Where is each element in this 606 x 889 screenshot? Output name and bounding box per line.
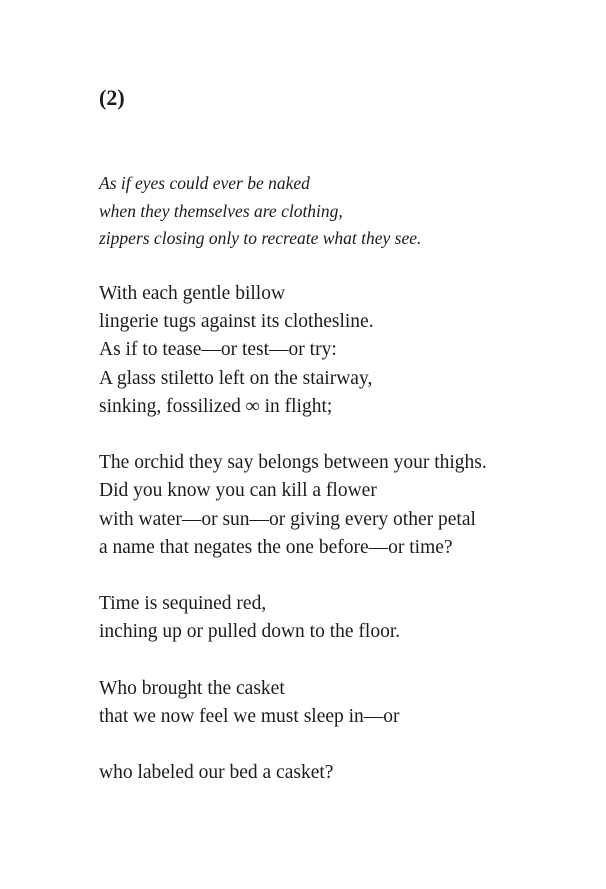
epigraph (99, 170, 421, 253)
stanza-2 (99, 449, 599, 562)
poem-line: As if to tease—or test—or try: (99, 339, 337, 361)
stanza-5 (99, 759, 599, 787)
poem-line-part: in flight; (259, 395, 333, 417)
epigraph-line: zippers closing only to recreate what they see. (99, 228, 422, 249)
poem-line-part: sinking, fossilized (99, 395, 246, 417)
poem-line: who labeled our bed a casket? (99, 762, 334, 784)
stanza-4 (99, 675, 599, 731)
poem-line: lingerie tugs against its clothesline. (99, 311, 374, 333)
poem-line: With each gentle billow (99, 283, 286, 304)
poem-body (99, 280, 599, 788)
poem-line: A glass stiletto left on the stairway, (99, 367, 373, 389)
poem-line: Did you know you can kill a flower (99, 480, 377, 502)
epigraph-line: when they themselves are clothing, (99, 200, 343, 221)
infinity-symbol: ∞ (245, 395, 260, 417)
stanza-3 (99, 590, 599, 646)
poem-line: inching up or pulled down to the floor. (99, 621, 401, 643)
poem-line: with water—or sun—or giving every other petal (99, 508, 476, 530)
stanza-1 (99, 280, 599, 421)
poem-line: Who brought the casket (99, 677, 285, 699)
poem-line (99, 393, 599, 421)
epigraph-line: As if eyes could ever be naked (99, 173, 310, 193)
poem-line: Time is sequined red, (99, 593, 267, 615)
poem-line: a name that negates the one before—or time? (99, 536, 453, 558)
poem-line: that we now feel we must sleep in—or (99, 706, 400, 727)
poem-line: The orchid they say belongs between your thighs. (99, 452, 487, 474)
section-number: (2) (99, 85, 125, 110)
